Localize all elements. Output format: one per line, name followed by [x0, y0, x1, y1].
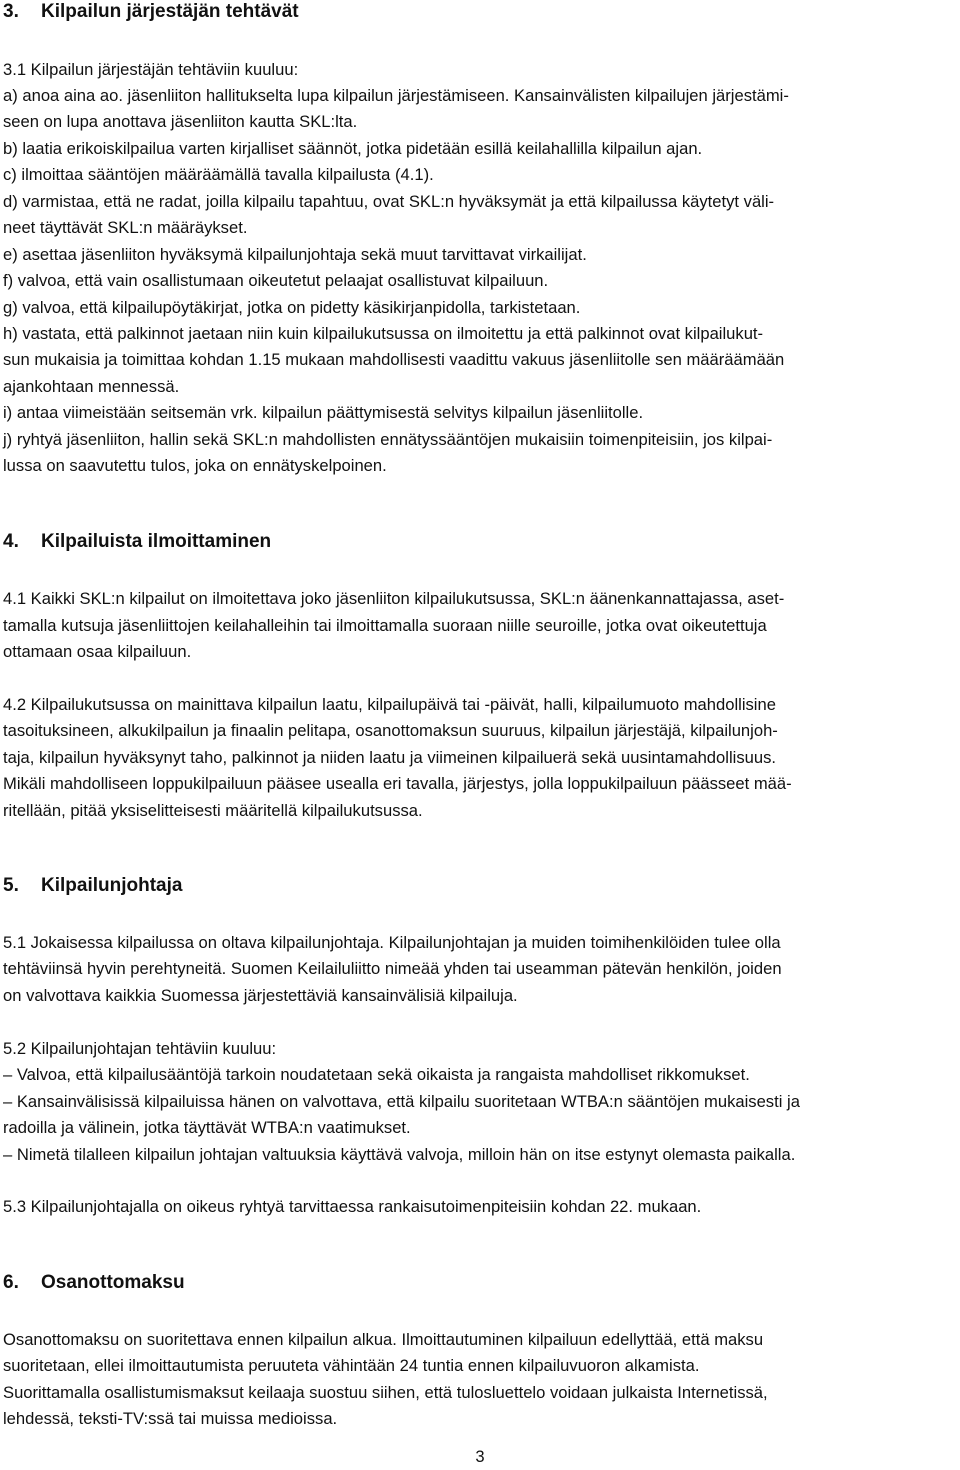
paragraph-line: 5.3 Kilpailunjohtajalla on oikeus ryhtyä tarvittaessa rankaisutoimenpiteisiin kohdan 22. mukaan.: [3, 1197, 702, 1216]
paragraph-line: Suorittamalla osallistumismaksut keilaaja suostuu siihen, että tulosluettelo voidaan julkaista Internetissä,: [3, 1383, 768, 1402]
paragraph-line: e) asettaa jäsenliiton hyväksymä kilpailunjohtaja sekä muut tarvittavat virkailijat.: [3, 245, 587, 264]
paragraph-line: radoilla ja välinein, jotka täyttävät WTBA:n vaatimukset.: [3, 1118, 411, 1137]
paragraph-line: g) valvoa, että kilpailupöytäkirjat, jotka on pidetty käsikirjanpidolla, tarkistetaan.: [3, 298, 581, 317]
paragraph-line: ajankohtaan mennessä.: [3, 377, 180, 396]
paragraph-line: h) vastata, että palkinnot jaetaan niin kuin kilpailukutsussa on ilmoitettu ja että palkinnot ovat kilpailukut-: [3, 324, 764, 343]
paragraph-line: taja, kilpailun hyväksynyt taho, palkinnot ja niiden laatu ja viimeinen kilpailuerä sekä uusintamahdollisuus.: [3, 748, 776, 767]
paragraph-line: 5.1 Jokaisessa kilpailussa on oltava kilpailunjohtaja. Kilpailunjohtajan ja muiden toimihenkilöiden tulee olla: [3, 933, 781, 952]
paragraph-line: 5.2 Kilpailunjohtajan tehtäviin kuuluu:: [3, 1039, 277, 1058]
paragraph-line: 4.1 Kaikki SKL:n kilpailut on ilmoitettava joko jäsenliiton kilpailukutsussa, SKL:n äänenkannattajassa, aset-: [3, 589, 785, 608]
paragraph-line: c) ilmoittaa sääntöjen määräämällä tavalla kilpailusta (4.1).: [3, 165, 434, 184]
section-number: 3.: [3, 1, 19, 22]
paragraph-line: tehtäviinsä hyvin perehtyneitä. Suomen Keilailuliitto nimeää yhden tai useamman pätevän henkilön, joiden: [3, 959, 782, 978]
paragraph-line: tasoituksineen, alkukilpailun ja finaalin pelitapa, osanottomaksun suuruus, kilpailun järjestäjä, kilpailunjoh-: [3, 721, 778, 740]
paragraph-line: sun mukaisia ja toimittaa kohdan 1.15 mukaan mahdollisesti vaadittu vakuus jäsenliitolle sen määräämään: [3, 350, 785, 369]
section-heading: [3, 874, 182, 898]
paragraph-line: neet täyttävät SKL:n määräykset.: [3, 218, 248, 237]
paragraph-line: lehdessä, teksti-TV:ssä tai muissa medioissa.: [3, 1409, 338, 1428]
paragraph-line: Mikäli mahdolliseen loppukilpailuun pääsee usealla eri tavalla, järjestys, jolla loppukilpailuun päässeet mää-: [3, 774, 792, 793]
paragraph-line: Osanottomaksu on suoritettava ennen kilpailun alkua. Ilmoittautuminen kilpailuun edellyttää, että maksu: [3, 1330, 764, 1349]
paragraph-line: i) antaa viimeistään seitsemän vrk. kilpailun päättymisestä selvitys kilpailun jäsenliitolle.: [3, 403, 644, 422]
section-number: 6.: [3, 1272, 19, 1293]
paragraph-line: suoritetaan, ellei ilmoittautumista peruuteta vähintään 24 tuntia ennen kilpailuvuoron alkamista.: [3, 1356, 700, 1375]
paragraph-line: d) varmistaa, että ne radat, joilla kilpailu tapahtuu, ovat SKL:n hyväksymät ja että kilpailussa käytetyt väli-: [3, 192, 775, 211]
section-number: 4.: [3, 531, 19, 552]
section-title: Kilpailuista ilmoittaminen: [41, 531, 272, 552]
paragraph-line: – Nimetä tilalleen kilpailun johtajan valtuuksia käyttävä valvoja, milloin hän on itse estynyt olemasta paikalla.: [3, 1145, 796, 1164]
paragraph-line: f) valvoa, että vain osallistumaan oikeutetut pelaajat osallistuvat kilpailuun.: [3, 271, 549, 290]
paragraph-line: 4.2 Kilpailukutsussa on mainittava kilpailun laatu, kilpailupäivä tai -päivät, halli, kilpailumuoto mahdollisine: [3, 695, 776, 714]
section-title: Kilpailun järjestäjän tehtävät: [41, 1, 299, 22]
paragraph-line: a) anoa aina ao. jäsenliiton hallitukselta lupa kilpailun järjestämiseen. Kansainvälisten kilpailujen järjestämi-: [3, 86, 789, 105]
paragraph-line: – Valvoa, että kilpailusääntöjä tarkoin noudatetaan sekä oikaista ja rangaista mahdolliset rikkomukset.: [3, 1065, 750, 1084]
paragraph-line: seen on lupa anottava jäsenliiton kautta SKL:lta.: [3, 112, 358, 131]
section-heading: [3, 0, 299, 24]
section-heading: [3, 530, 271, 554]
paragraph-line: 3.1 Kilpailun järjestäjän tehtäviin kuuluu:: [3, 60, 299, 79]
paragraph-line: ritellään, pitää yksiselitteisesti määritellä kilpailukutsussa.: [3, 801, 423, 820]
section-number: 5.: [3, 875, 19, 896]
paragraph-line: tamalla kutsuja jäsenliittojen keilahalleihin tai ilmoittamalla suoraan niille seuroille, jotka ovat oikeutettuja: [3, 616, 767, 635]
paragraph-line: on valvottava kaikkia Suomessa järjestettäviä kansainvälisiä kilpailuja.: [3, 986, 518, 1005]
paragraph-line: b) laatia erikoiskilpailua varten kirjalliset säännöt, jotka pidetään esillä keilahallilla kilpailun ajan.: [3, 139, 703, 158]
paragraph-line: – Kansainvälisissä kilpailuissa hänen on valvottava, että kilpailu suoritetaan WTBA:n sääntöjen mukaisesti ja: [3, 1092, 800, 1111]
paragraph-line: j) ryhtyä jäsenliiton, hallin sekä SKL:n mahdollisten ennätyssääntöjen mukaisiin toimenpiteisiin, jos kilpai-: [3, 430, 773, 449]
paragraph-line: ottamaan osaa kilpailuun.: [3, 642, 192, 661]
section-title: Kilpailunjohtaja: [41, 875, 183, 896]
section-heading: [3, 1271, 185, 1295]
section-title: Osanottomaksu: [41, 1272, 185, 1293]
paragraph-line: lussa on saavutettu tulos, joka on ennätyskelpoinen.: [3, 456, 387, 475]
page-number: 3: [475, 1447, 485, 1466]
